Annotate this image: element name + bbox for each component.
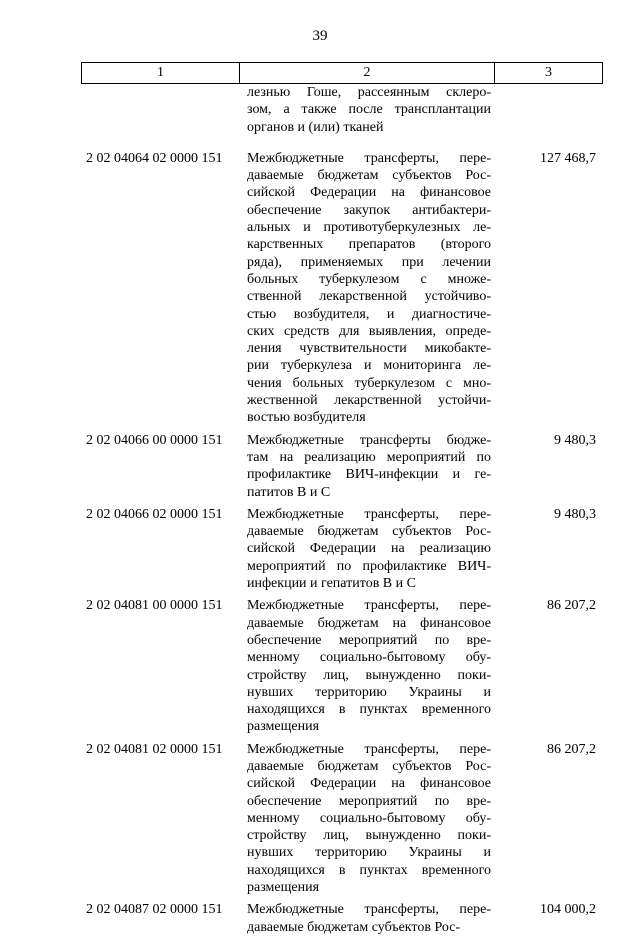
description-line: находящихся в пунктах временного: [247, 862, 491, 878]
page-number: 39: [312, 28, 328, 44]
row-code: 2 02 04081 02 0000 151: [86, 741, 223, 757]
row-amount: 9 480,3: [554, 432, 596, 448]
row-code: 2 02 04087 02 0000 151: [86, 902, 223, 918]
row-amount: 86 207,2: [547, 598, 596, 614]
row-amount: 86 207,2: [547, 741, 596, 757]
description-line: обеспечение мероприятий по вре-: [247, 793, 491, 809]
column-header-3: 3: [495, 63, 603, 84]
row-code: 2 02 04066 00 0000 151: [86, 432, 223, 448]
table-row: [0, 901, 640, 936]
description-line: стройству лиц, вынужденно поки-: [247, 667, 491, 683]
row-description: [247, 901, 491, 936]
description-line: чения больных туберкулезом с мно-: [247, 375, 491, 391]
description-line: ления чувствительности микобакте-: [247, 341, 491, 357]
description-line: даваемые бюджетам субъектов Рос-: [247, 758, 491, 774]
description-line: даваемые бюджетам субъектов Рос-: [247, 168, 491, 184]
description-line: сийской Федерации на финансовое: [247, 185, 491, 201]
row-description: [247, 150, 491, 427]
row-code: 2 02 04081 00 0000 151: [86, 598, 223, 614]
description-line: Межбюджетные трансферты, пере-: [247, 902, 491, 918]
description-line: размещения: [247, 719, 320, 735]
description-line: ских средств для выявления, опреде-: [247, 323, 491, 339]
description-line: инфекции и гепатитов В и С: [247, 576, 416, 592]
description-line: Межбюджетные трансферты, пере-: [247, 741, 491, 757]
table-row: [0, 741, 640, 897]
description-line: патитов В и С: [247, 484, 331, 500]
row-description: [247, 506, 491, 592]
description-line: нувших территорию Украины и: [247, 684, 491, 700]
description-line: органов и (или) тканей: [247, 119, 384, 135]
description-line: стью возбудителя, и диагностиче-: [247, 306, 491, 322]
row-amount: 104 000,2: [540, 902, 596, 918]
description-line: обеспечение мероприятий по вре-: [247, 632, 491, 648]
table-body: [0, 84, 640, 936]
row-code: 2 02 04064 02 0000 151: [86, 150, 223, 166]
description-line: Межбюджетные трансферты, пере-: [247, 506, 491, 522]
description-line: менному социально-бытовому обу-: [247, 810, 491, 826]
description-line: Межбюджетные трансферты бюдже-: [247, 432, 491, 448]
row-amount: 127 468,7: [540, 150, 596, 166]
description-line: зом, а также после трансплантации: [247, 102, 491, 118]
description-line: размещения: [247, 880, 320, 896]
description-line: мероприятий по профилактике ВИЧ-: [247, 558, 491, 574]
description-line: ряда), применяемых при лечении: [247, 254, 491, 270]
description-line: обеспечение закупок антибактери-: [247, 202, 491, 218]
description-line: Межбюджетные трансферты, пере-: [247, 598, 491, 614]
row-description: [247, 741, 491, 897]
row-description: [247, 597, 491, 735]
description-line: жественной лекарственной устойчи-: [247, 393, 491, 409]
row-code: 2 02 04066 02 0000 151: [86, 506, 223, 522]
description-line: даваемые бюджетам на финансовое: [247, 615, 491, 631]
description-line: больных туберкулезом с множе-: [247, 271, 491, 287]
description-line: востью возбудителя: [247, 410, 366, 426]
description-line: сийской Федерации на финансовое: [247, 776, 491, 792]
column-header-row: [81, 62, 603, 84]
description-line: стройству лиц, вынужденно поки-: [247, 828, 491, 844]
row-description: [247, 432, 491, 501]
description-line: нувших территорию Украины и: [247, 845, 491, 861]
description-line: даваемые бюджетам субъектов Рос-: [247, 524, 491, 540]
description-line: менному социально-бытовому обу-: [247, 650, 491, 666]
column-header-2: 2: [240, 63, 495, 84]
description-line: карственных препаратов (второго: [247, 237, 491, 253]
description-line: ственной лекарственной устойчиво-: [247, 289, 491, 305]
description-line: лезнью Гоше, рассеянным склеро-: [247, 85, 491, 100]
row-amount: 9 480,3: [554, 506, 596, 522]
table-row: [0, 506, 640, 592]
description-line: сийской Федерации на реализацию: [247, 541, 491, 557]
row-description: [247, 84, 491, 136]
description-line: Межбюджетные трансферты, пере-: [247, 150, 491, 166]
table-row: [0, 150, 640, 427]
description-line: даваемые бюджетам субъектов Рос-: [247, 919, 461, 935]
column-header-1: 1: [82, 63, 240, 84]
description-line: альных и противотуберкулезных ле-: [247, 220, 491, 236]
table-row: [0, 84, 640, 136]
table-row: [0, 432, 640, 501]
description-line: профилактике ВИЧ-инфекции и ге-: [247, 467, 491, 483]
description-line: там на реализацию мероприятий по: [247, 449, 491, 465]
table-row: [0, 597, 640, 735]
description-line: находящихся в пунктах временного: [247, 702, 491, 718]
description-line: рии туберкулеза и мониторинга ле-: [247, 358, 491, 374]
